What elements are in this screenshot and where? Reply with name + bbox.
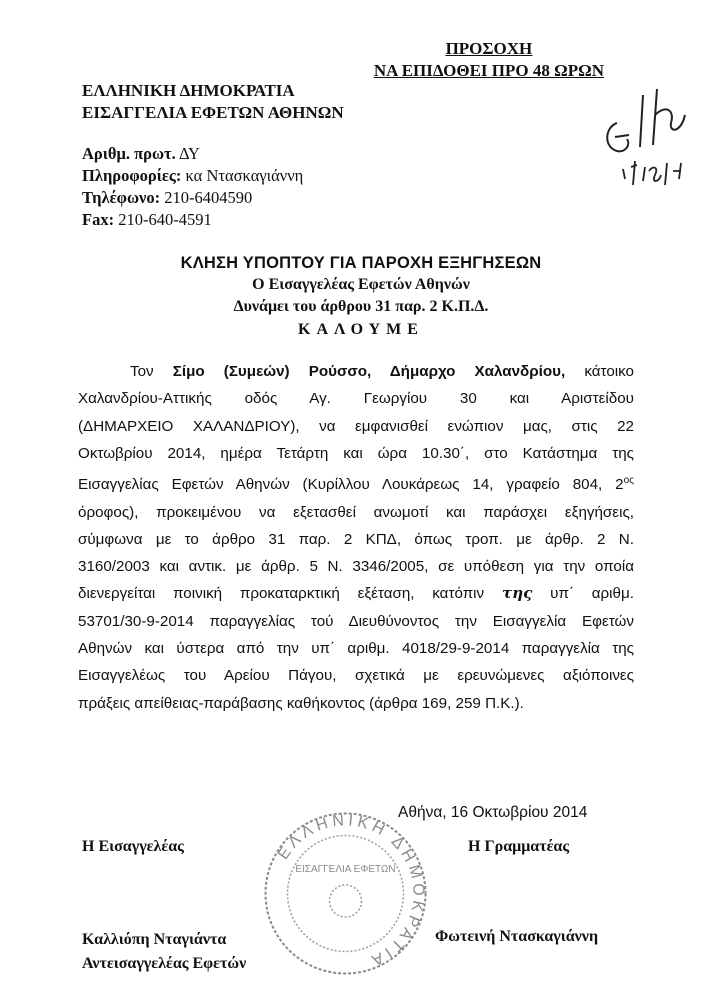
summons-titles xyxy=(0,252,722,342)
notice-subtitle: ΝΑ ΕΠΙΔΟΘΕΙ ΠΡΟ 48 ΩΡΩΝ xyxy=(373,61,604,80)
handwritten-insert: της xyxy=(501,584,533,603)
header-republic: ΕΛΛΗΝΙΚΗ ΔΗΜΟΚΡΑΤΙΑ xyxy=(82,81,295,100)
header-office: ΕΙΣΑΓΓΕΛΙΑ ΕΦΕΤΩΝ ΑΘΗΝΩΝ xyxy=(82,103,344,122)
protocol-value: ΔΥ xyxy=(178,144,200,163)
prosecutor-signature xyxy=(82,928,246,976)
seal-inner-text: ΕΙΣΑΓΓΕΛΙΑ ΕΦΕΤΩΝ xyxy=(295,864,396,875)
body-line: Αθηνών και ύστερα από την υπ΄ αριθμ. 4018/29-9-2014 παραγγελία της xyxy=(78,640,634,658)
contact-block xyxy=(82,143,303,231)
issuer-header xyxy=(82,80,344,124)
body-line: πράξεις απείθειας-παράβασης καθήκοντος (άρθρα 169, 259 Π.Κ.). xyxy=(78,694,524,712)
body-line: διενεργείται ποινική προκαταρκτική εξέταση, κατόπιν της υπ΄ αριθμ. xyxy=(78,584,634,603)
notice-title: ΠΡΟΣΟΧΗ xyxy=(445,39,533,58)
prosecutor-title: Αντεισαγγελέας Εφετών xyxy=(82,955,247,972)
secretary-role: Η Γραμματέας xyxy=(468,838,570,855)
summon-word: ΚΑΛΟΥΜΕ xyxy=(298,321,424,338)
prosecutor-role: Η Εισαγγελέας xyxy=(82,838,184,855)
body-line: όροφος), προκειμένου να εξετασθεί ανωμοτί και παράσχει εξηγήσεις, xyxy=(78,503,634,521)
body-line: Εισαγγελέως του Αρείου Πάγου, σχετικά με ερευνώμενες αξιόποινες xyxy=(78,667,634,685)
summons-title: ΚΛΗΣΗ ΥΠΟΠΤΟΥ ΓΙΑ ΠΑΡΟΧΗ ΕΞΗΓΗΣΕΩΝ xyxy=(180,254,542,272)
phone-row xyxy=(82,187,303,209)
body-line: Εισαγγελίας Εφετών Αθηνών (Κυρίλλου Λουκάρεως 14, γραφείο 804, $2^{o\varsigma}$ xyxy=(78,475,634,494)
secretary-name: Φωτεινή Ντασκαγιάννη xyxy=(435,928,599,945)
phone-value: 210-6404590 xyxy=(164,188,253,207)
delivery-notice xyxy=(374,38,604,82)
legal-basis-line: Δυνάμει του άρθρου 31 παρ. 2 Κ.Π.Δ. xyxy=(233,298,489,315)
body-line: 3160/2003 και αντικ. με άρθρ. 5 Ν. 3346/2005, σε υπόθεση για την οποία xyxy=(78,558,634,576)
body-line: Τον Σίμο (Συμεών) Ρούσσο, Δήμαρχο Χαλανδρίου, κάτοικο xyxy=(130,363,634,380)
fax-label: Fax: xyxy=(82,210,115,229)
phone-label: Τηλέφωνο: xyxy=(82,188,161,207)
handwritten-annotation xyxy=(595,75,700,200)
fax-value: 210-640-4591 xyxy=(118,210,212,229)
body-line: (ΔΗΜΑΡΧΕΙΟ ΧΑΛΑΝΔΡΙΟΥ), να εμφανισθεί ενώπιον μας, στις 22 xyxy=(78,417,634,435)
protocol-row xyxy=(82,143,303,165)
summons-body xyxy=(78,358,634,717)
protocol-label: Αριθμ. πρωτ. xyxy=(82,144,176,163)
body-line: Χαλανδρίου-Αττικής οδός Αγ. Γεωργίου 30 και Αριστείδου xyxy=(78,390,634,408)
prosecutor-line: Ο Εισαγγελέας Εφετών Αθηνών xyxy=(252,276,470,293)
fax-row xyxy=(82,209,303,231)
body-line: 53701/30-9-2014 παραγγελίας τού Διευθύνοντος την Εισαγγελία Εφετών xyxy=(78,612,634,630)
seal-outer-text: ΕΛΛΗΝΙΚΗ ΔΗΜΟΚΡΑΤΙΑ xyxy=(274,812,427,971)
info-label: Πληροφορίες: xyxy=(82,166,182,185)
body-line: Οκτωβρίου 2014, ημέρα Τετάρτη και ώρα 10.30΄, στο Κατάστημα της xyxy=(78,444,634,462)
official-seal xyxy=(258,806,433,981)
info-row xyxy=(82,165,303,187)
info-value: κα Ντασκαγιάννη xyxy=(185,166,304,185)
body-line: σύμφωνα με το άρθρο 31 παρ. 2 ΚΠΔ, όπως τροπ. με άρθρ. 2 Ν. xyxy=(78,530,634,548)
issue-date: Αθήνα, 16 Οκτωβρίου 2014 xyxy=(398,804,588,821)
prosecutor-name: Καλλιόπη Νταγιάντα xyxy=(82,931,227,948)
